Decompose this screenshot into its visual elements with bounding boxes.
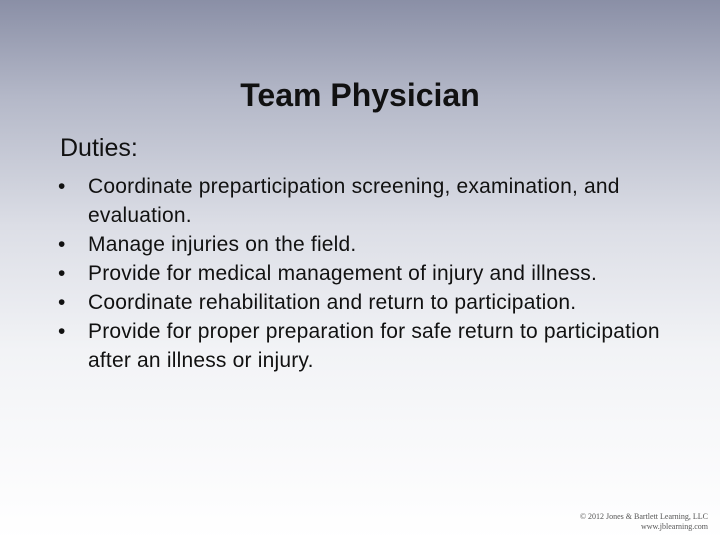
list-item bbox=[58, 259, 678, 288]
copyright-notice bbox=[580, 512, 708, 532]
duties-heading: Duties: bbox=[60, 134, 138, 162]
bullet-icon: • bbox=[58, 320, 66, 343]
bullet-icon: • bbox=[58, 291, 66, 314]
list-item bbox=[58, 172, 678, 230]
bullet-icon: • bbox=[58, 233, 66, 256]
list-item-text: Provide for proper preparation for safe return to participation after an illness or injury. bbox=[88, 320, 660, 372]
list-item bbox=[58, 317, 678, 375]
publisher-url: www.jblearning.com bbox=[640, 522, 708, 531]
copyright-line: © 2012 Jones & Bartlett Learning, LLC bbox=[579, 512, 708, 521]
list-item-text: Coordinate rehabilitation and return to participation. bbox=[88, 291, 577, 314]
list-item bbox=[58, 230, 678, 259]
list-item-text: Provide for medical management of injury and illness. bbox=[88, 262, 598, 285]
slide-title: Team Physician bbox=[240, 77, 480, 113]
duties-list bbox=[58, 172, 678, 375]
bullet-icon: • bbox=[58, 175, 66, 198]
list-item-text: Manage injuries on the field. bbox=[88, 233, 357, 256]
bullet-icon: • bbox=[58, 262, 66, 285]
list-item-text: Coordinate preparticipation screening, examination, and evaluation. bbox=[88, 175, 620, 227]
list-item bbox=[58, 288, 678, 317]
